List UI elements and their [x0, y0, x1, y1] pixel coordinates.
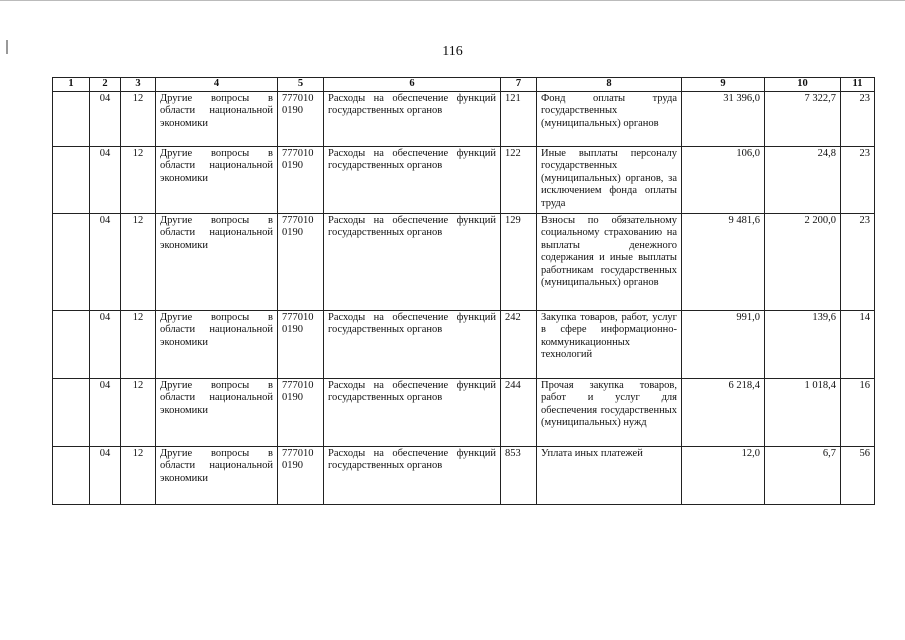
cell-expense-name: Прочая закупка товаров, работ и услуг для обеспечения государственных (муниципальных) нужд	[537, 378, 682, 446]
cell-plan-amount: 6 218,4	[682, 378, 765, 446]
page-number: 116	[442, 44, 463, 59]
cell-section-name: Другие вопросы в области национальной экономики	[156, 146, 278, 213]
cell-expense-type: 853	[501, 446, 537, 504]
cell-subsection: 12	[121, 378, 156, 446]
column-header-1: 1	[53, 78, 90, 92]
cell-target-code: 777010 0190	[278, 213, 324, 310]
column-header-9: 9	[682, 78, 765, 92]
cell-plan-amount: 991,0	[682, 310, 765, 378]
column-header-8: 8	[537, 78, 682, 92]
cell-target-name: Расходы на обеспечение функций государственных органов	[324, 91, 501, 146]
cell-subsection: 12	[121, 213, 156, 310]
cell-percent: 23	[841, 146, 875, 213]
cell-section-name: Другие вопросы в области национальной экономики	[156, 378, 278, 446]
cell-section: 04	[90, 213, 121, 310]
cell-expense-type: 242	[501, 310, 537, 378]
cell-percent: 16	[841, 378, 875, 446]
cell-section: 04	[90, 310, 121, 378]
cell-target-code: 777010 0190	[278, 310, 324, 378]
cell-target-name: Расходы на обеспечение функций государственных органов	[324, 378, 501, 446]
cell-section-name: Другие вопросы в области национальной экономики	[156, 91, 278, 146]
cell-subsection: 12	[121, 146, 156, 213]
cell-expense-type: 129	[501, 213, 537, 310]
cell-col1	[53, 213, 90, 310]
cell-expense-type: 121	[501, 91, 537, 146]
cell-section: 04	[90, 446, 121, 504]
cell-col1	[53, 310, 90, 378]
cell-percent: 23	[841, 213, 875, 310]
cell-actual-amount: 6,7	[765, 446, 841, 504]
column-header-11: 11	[841, 78, 875, 92]
cell-col1	[53, 146, 90, 213]
cell-section: 04	[90, 91, 121, 146]
cell-section-name: Другие вопросы в области национальной экономики	[156, 213, 278, 310]
table-row	[53, 213, 875, 310]
cell-col1	[53, 446, 90, 504]
cell-actual-amount: 1 018,4	[765, 378, 841, 446]
column-header-5: 5	[278, 78, 324, 92]
cell-expense-name: Уплата иных платежей	[537, 446, 682, 504]
table-row	[53, 146, 875, 213]
cell-col1	[53, 91, 90, 146]
column-header-7: 7	[501, 78, 537, 92]
table-row	[53, 310, 875, 378]
cell-expense-name: Иные выплаты персоналу государственных (муниципальных) органов, за исключением фонда оплаты труда	[537, 146, 682, 213]
column-header-6: 6	[324, 78, 501, 92]
scan-top-edge	[0, 0, 905, 1]
cell-percent: 23	[841, 91, 875, 146]
cell-plan-amount: 9 481,6	[682, 213, 765, 310]
cell-expense-type: 122	[501, 146, 537, 213]
cell-percent: 56	[841, 446, 875, 504]
cell-subsection: 12	[121, 91, 156, 146]
cell-expense-name: Закупка товаров, работ, услуг в сфере информационно-коммуникационных технологий	[537, 310, 682, 378]
header-row	[53, 78, 875, 92]
cell-plan-amount: 12,0	[682, 446, 765, 504]
column-header-2: 2	[90, 78, 121, 92]
cell-expense-name: Взносы по обязательному социальному страхованию на выплаты денежного содержания и иные выплаты работникам государственных (муниципальных) органов	[537, 213, 682, 310]
cell-percent: 14	[841, 310, 875, 378]
table-row	[53, 91, 875, 146]
cell-col1	[53, 378, 90, 446]
table-row	[53, 378, 875, 446]
cell-target-code: 777010 0190	[278, 378, 324, 446]
cell-target-code: 777010 0190	[278, 446, 324, 504]
cell-section: 04	[90, 146, 121, 213]
cell-actual-amount: 7 322,7	[765, 91, 841, 146]
cell-target-name: Расходы на обеспечение функций государственных органов	[324, 146, 501, 213]
cell-expense-type: 244	[501, 378, 537, 446]
cell-target-code: 777010 0190	[278, 146, 324, 213]
column-header-4: 4	[156, 78, 278, 92]
cell-plan-amount: 31 396,0	[682, 91, 765, 146]
budget-table	[52, 77, 875, 505]
cell-target-name: Расходы на обеспечение функций государственных органов	[324, 213, 501, 310]
cell-target-code: 777010 0190	[278, 91, 324, 146]
cell-section: 04	[90, 378, 121, 446]
cell-actual-amount: 2 200,0	[765, 213, 841, 310]
cell-target-name: Расходы на обеспечение функций государственных органов	[324, 310, 501, 378]
cell-target-name: Расходы на обеспечение функций государственных органов	[324, 446, 501, 504]
column-header-10: 10	[765, 78, 841, 92]
cell-actual-amount: 24,8	[765, 146, 841, 213]
cell-section-name: Другие вопросы в области национальной экономики	[156, 446, 278, 504]
cell-plan-amount: 106,0	[682, 146, 765, 213]
cell-subsection: 12	[121, 310, 156, 378]
table-row	[53, 446, 875, 504]
column-header-3: 3	[121, 78, 156, 92]
cell-subsection: 12	[121, 446, 156, 504]
cell-actual-amount: 139,6	[765, 310, 841, 378]
cell-section-name: Другие вопросы в области национальной экономики	[156, 310, 278, 378]
cell-expense-name: Фонд оплаты труда государственных (муниципальных) органов	[537, 91, 682, 146]
